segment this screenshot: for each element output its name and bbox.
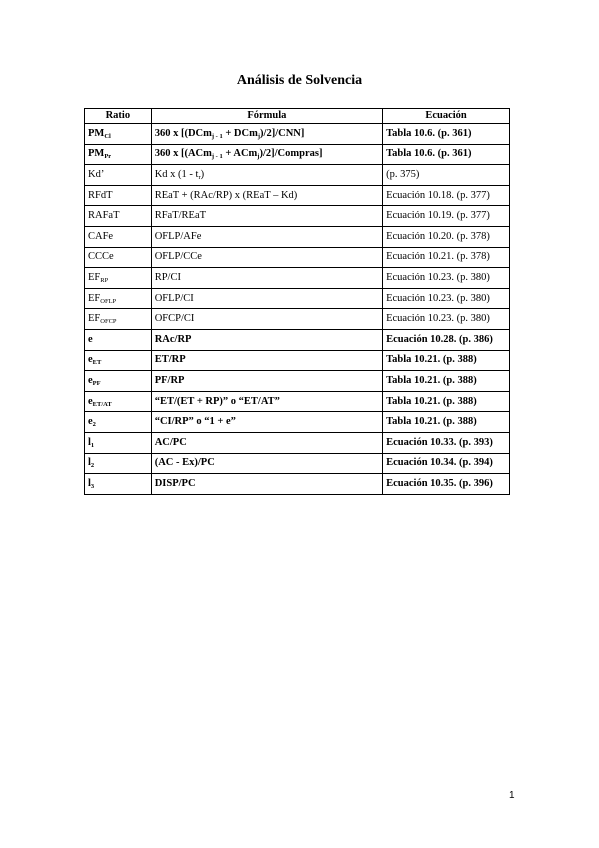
equation-cell: Tabla 10.21. (p. 388)	[383, 391, 510, 412]
table-row	[85, 206, 510, 227]
header-ratio: Ratio	[85, 109, 152, 124]
table-row	[85, 391, 510, 412]
ratio-subscript: 2	[92, 421, 96, 429]
table-row	[85, 453, 510, 474]
ratio-cell	[85, 185, 152, 206]
ratio-symbol: e	[88, 395, 93, 407]
formula-cell: RP/CI	[151, 268, 382, 289]
ratio-cell	[85, 309, 152, 330]
formula-cell: OFLP/CI	[151, 288, 382, 309]
ratio-subscript: OFLP	[100, 297, 117, 305]
formula-cell: PF/RP	[151, 371, 382, 392]
equation-cell: Ecuación 10.23. (p. 380)	[383, 268, 510, 289]
ratio-cell	[85, 165, 152, 186]
equation-cell: Tabla 10.21. (p. 388)	[383, 350, 510, 371]
ratio-symbol: e	[88, 354, 93, 366]
formula-cell: AC/PC	[151, 432, 382, 453]
ratio-cell	[85, 474, 152, 495]
equation-cell: Ecuación 10.19. (p. 377)	[383, 206, 510, 227]
ratio-symbol: EF	[88, 271, 101, 283]
formula-cell: 360 x [(ACm$_{j - 1}$ + ACm$_j$)/2]/Compras]	[151, 144, 382, 165]
formula-cell: (AC - Ex)/PC	[151, 453, 382, 474]
equation-cell: (p. 375)	[383, 165, 510, 186]
formula-cell: ET/RP	[151, 350, 382, 371]
equation-cell: Ecuación 10.34. (p. 394)	[383, 453, 510, 474]
ratio-cell	[85, 432, 152, 453]
header-formula: Fórmula	[151, 109, 382, 124]
ratio-cell	[85, 371, 152, 392]
equation-cell: Ecuación 10.33. (p. 393)	[383, 432, 510, 453]
table-row	[85, 124, 510, 145]
ratio-cell	[85, 124, 152, 145]
formula-cell: OFLP/AFe	[151, 226, 382, 247]
ratio-subscript: 1	[90, 441, 95, 449]
ratio-symbol: EF	[88, 292, 101, 304]
ratio-symbol: CAFe	[88, 230, 114, 242]
ratio-subscript: 3	[90, 482, 95, 490]
table-row	[85, 474, 510, 495]
ratio-subscript: ET/AT	[92, 400, 112, 408]
ratio-symbol: e	[88, 333, 93, 345]
equation-cell: Tabla 10.6. (p. 361)	[383, 124, 510, 145]
ratio-subscript: RP	[100, 276, 109, 284]
ratio-cell	[85, 144, 152, 165]
table-row	[85, 371, 510, 392]
ratio-symbol: RFdT	[88, 189, 113, 201]
table-row	[85, 268, 510, 289]
table-row	[85, 247, 510, 268]
equation-cell: Ecuación 10.18. (p. 377)	[383, 185, 510, 206]
equation-cell: Tabla 10.21. (p. 388)	[383, 371, 510, 392]
solvency-table	[84, 108, 510, 495]
formula-cell: “CI/RP” o “1 + e”	[151, 412, 382, 433]
ratio-cell	[85, 268, 152, 289]
formula-cell: DISP/PC	[151, 474, 382, 495]
ratio-subscript: 2	[90, 462, 95, 470]
formula-cell: OFLP/CCe	[151, 247, 382, 268]
ratio-symbol: RAFaT	[88, 210, 120, 222]
ratio-cell	[85, 412, 152, 433]
ratio-symbol: l	[88, 477, 91, 489]
table-row	[85, 350, 510, 371]
equation-cell: Tabla 10.6. (p. 361)	[383, 144, 510, 165]
ratio-cell	[85, 247, 152, 268]
formula-cell: 360 x [(DCm$_{j - 1}$ + DCm$_j$)/2]/CNN]	[151, 124, 382, 145]
table-row	[85, 226, 510, 247]
table-row	[85, 144, 510, 165]
equation-cell: Tabla 10.21. (p. 388)	[383, 412, 510, 433]
formula-cell: REaT + (RAc/RP) x (REaT – Kd)	[151, 185, 382, 206]
table-row	[85, 432, 510, 453]
ratio-subscript: PF	[92, 379, 101, 387]
ratio-symbol: l	[88, 457, 91, 469]
table-header-row	[85, 109, 510, 124]
ratio-cell	[85, 288, 152, 309]
table-row	[85, 412, 510, 433]
header-equation: Ecuación	[383, 109, 510, 124]
ratio-cell	[85, 329, 152, 350]
equation-cell: Ecuación 10.21. (p. 378)	[383, 247, 510, 268]
equation-cell: Ecuación 10.28. (p. 386)	[383, 329, 510, 350]
ratio-subscript: ET	[92, 359, 102, 367]
formula-cell: Kd x $(1 - t_r)$	[151, 165, 382, 186]
formula-cell: “ET/(ET + RP)” o “ET/AT”	[151, 391, 382, 412]
ratio-symbol: l	[88, 436, 91, 448]
ratio-symbol: PM	[88, 127, 105, 139]
equation-cell: Ecuación 10.20. (p. 378)	[383, 226, 510, 247]
page-number: 1	[509, 790, 515, 801]
table-row	[85, 329, 510, 350]
ratio-symbol: CCCe	[88, 251, 114, 263]
ratio-cell	[85, 350, 152, 371]
ratio-symbol: PM	[88, 148, 105, 160]
formula-cell: RFaT/REaT	[151, 206, 382, 227]
table-row	[85, 309, 510, 330]
table-row	[85, 165, 510, 186]
ratio-cell	[85, 206, 152, 227]
table-row	[85, 185, 510, 206]
ratio-subscript: OFCP	[100, 318, 117, 326]
ratio-symbol: e	[88, 374, 93, 386]
ratio-cell	[85, 453, 152, 474]
equation-cell: Ecuación 10.23. (p. 380)	[383, 309, 510, 330]
formula-cell: OFCP/CI	[151, 309, 382, 330]
ratio-cell	[85, 391, 152, 412]
ratio-cell	[85, 226, 152, 247]
ratio-symbol: Kd’	[88, 168, 105, 180]
formula-cell: RAc/RP	[151, 329, 382, 350]
ratio-symbol: e	[88, 416, 93, 428]
equation-cell: Ecuación 10.35. (p. 396)	[383, 474, 510, 495]
ratio-subscript: Pr	[104, 153, 112, 161]
equation-cell: Ecuación 10.23. (p. 380)	[383, 288, 510, 309]
page-title: Análisis de Solvencia	[236, 73, 363, 88]
table-row	[85, 288, 510, 309]
ratio-subscript: Cl	[104, 132, 111, 140]
ratio-symbol: EF	[88, 313, 101, 325]
